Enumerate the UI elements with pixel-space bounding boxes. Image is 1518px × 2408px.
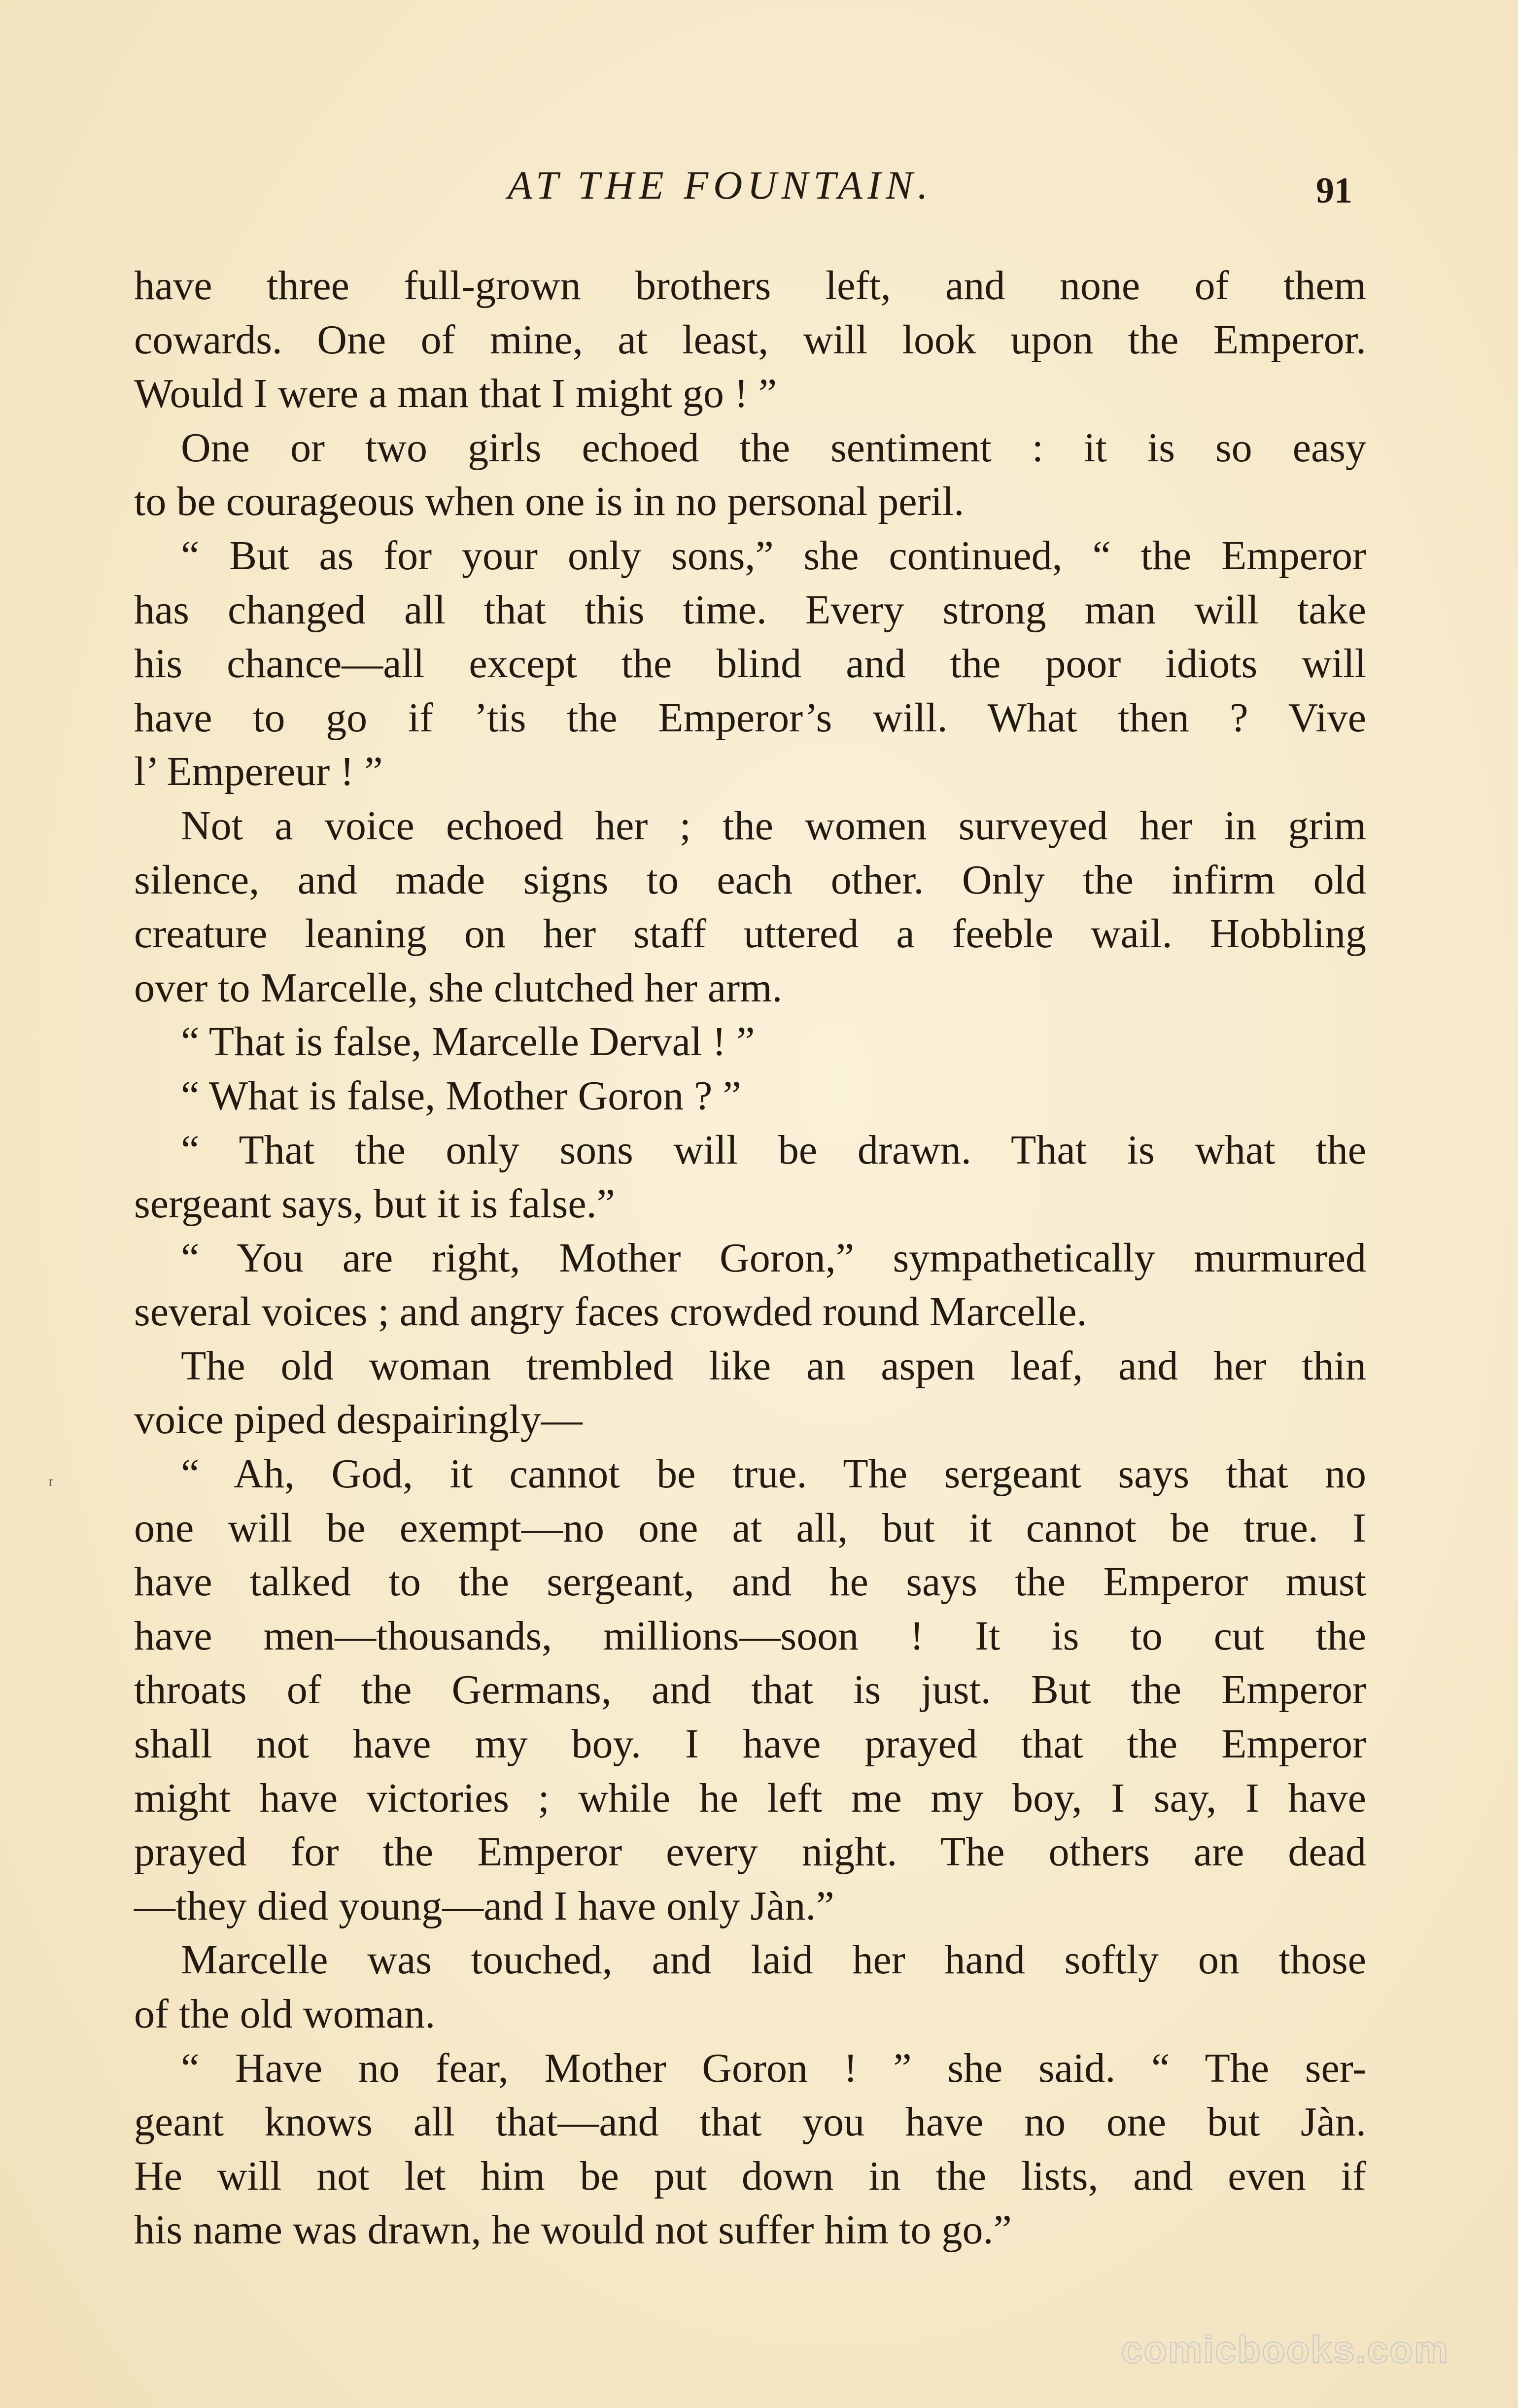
text-line: might have victories ; while he left me my boy, I say, I have (134, 1775, 1366, 1821)
text-line: shall not have my boy. I have prayed that the Emperor (134, 1721, 1366, 1767)
text-line: have three full-grown brothers left, and none of them (134, 263, 1366, 309)
text-line: sergeant says, but it is false.” (134, 1181, 615, 1227)
text-line: has changed all that this time. Every strong man will take (134, 586, 1366, 633)
text-line: his name was drawn, he would not suffer him to go.” (134, 2207, 1012, 2253)
text-line: Not a voice echoed her ; the women surveyed her in grim (181, 802, 1366, 849)
text-line: his chance—all except the blind and the poor idiots will (134, 641, 1366, 687)
text-line: “ You are right, Mother Goron,” sympathetically murmured (181, 1235, 1366, 1281)
text-line: l’ Empereur ! ” (134, 749, 383, 795)
text-line: cowards. One of mine, at least, will look upon the Emperor. (134, 316, 1366, 363)
text-line: throats of the Germans, and that is just. But the Emperor (134, 1667, 1366, 1713)
text-line: voice piped despairingly— (134, 1397, 583, 1443)
text-line: “ That is false, Marcelle Derval ! ” (181, 1019, 755, 1065)
text-line: geant knows all that—and that you have no one but Jàn. (134, 2099, 1366, 2145)
body-text (134, 259, 1366, 2257)
text-line: over to Marcelle, she clutched her arm. (134, 964, 783, 1011)
text-line: several voices ; and angry faces crowded round Marcelle. (134, 1289, 1087, 1335)
text-line: One or two girls echoed the sentiment : it is so easy (181, 424, 1366, 471)
text-line: to be courageous when one is in no personal peril. (134, 479, 965, 525)
text-line: “ Ah, God, it cannot be true. The sergeant says that no (181, 1451, 1366, 1497)
text-line: have talked to the sergeant, and he says the Emperor must (134, 1559, 1366, 1605)
text-line: He will not let him be put down in the lists, and even if (134, 2153, 1366, 2199)
text-line: “ What is false, Mother Goron ? ” (181, 1072, 741, 1119)
site-watermark: comicbooks.com (1121, 2328, 1449, 2371)
text-line: prayed for the Emperor every night. The others are dead (134, 1829, 1366, 1875)
text-line: creature leaning on her staff uttered a feeble wail. Hobbling (134, 911, 1366, 957)
text-line: have to go if ’tis the Emperor’s will. What then ? Vive (134, 694, 1366, 741)
text-line: —they died young—and I have only Jàn.” (134, 1883, 834, 1929)
running-head: AT THE FOUNTAIN. (508, 163, 933, 207)
text-line: one will be exempt—no one at all, but it cannot be true. I (134, 1505, 1366, 1551)
text-line: Would I were a man that I might go ! ” (134, 371, 777, 417)
page-number: 91 (1316, 171, 1352, 211)
text-line: The old woman trembled like an aspen leaf, and her thin (181, 1342, 1366, 1389)
text-line: “ But as for your only sons,” she continued, “ the Emperor (181, 532, 1366, 579)
text-line: “ Have no fear, Mother Goron ! ” she said. “ The ser- (181, 2045, 1366, 2091)
text-line: Marcelle was touched, and laid her hand softly on those (181, 1937, 1366, 1983)
text-line: have men—thousands, millions—soon ! It is to cut the (134, 1613, 1366, 1659)
text-line: silence, and made signs to each other. Only the infirm old (134, 857, 1366, 903)
margin-mark: ʳ (48, 1472, 54, 1498)
text-line: of the old woman. (134, 1991, 436, 2037)
text-line: “ That the only sons will be drawn. That is what the (181, 1127, 1366, 1173)
